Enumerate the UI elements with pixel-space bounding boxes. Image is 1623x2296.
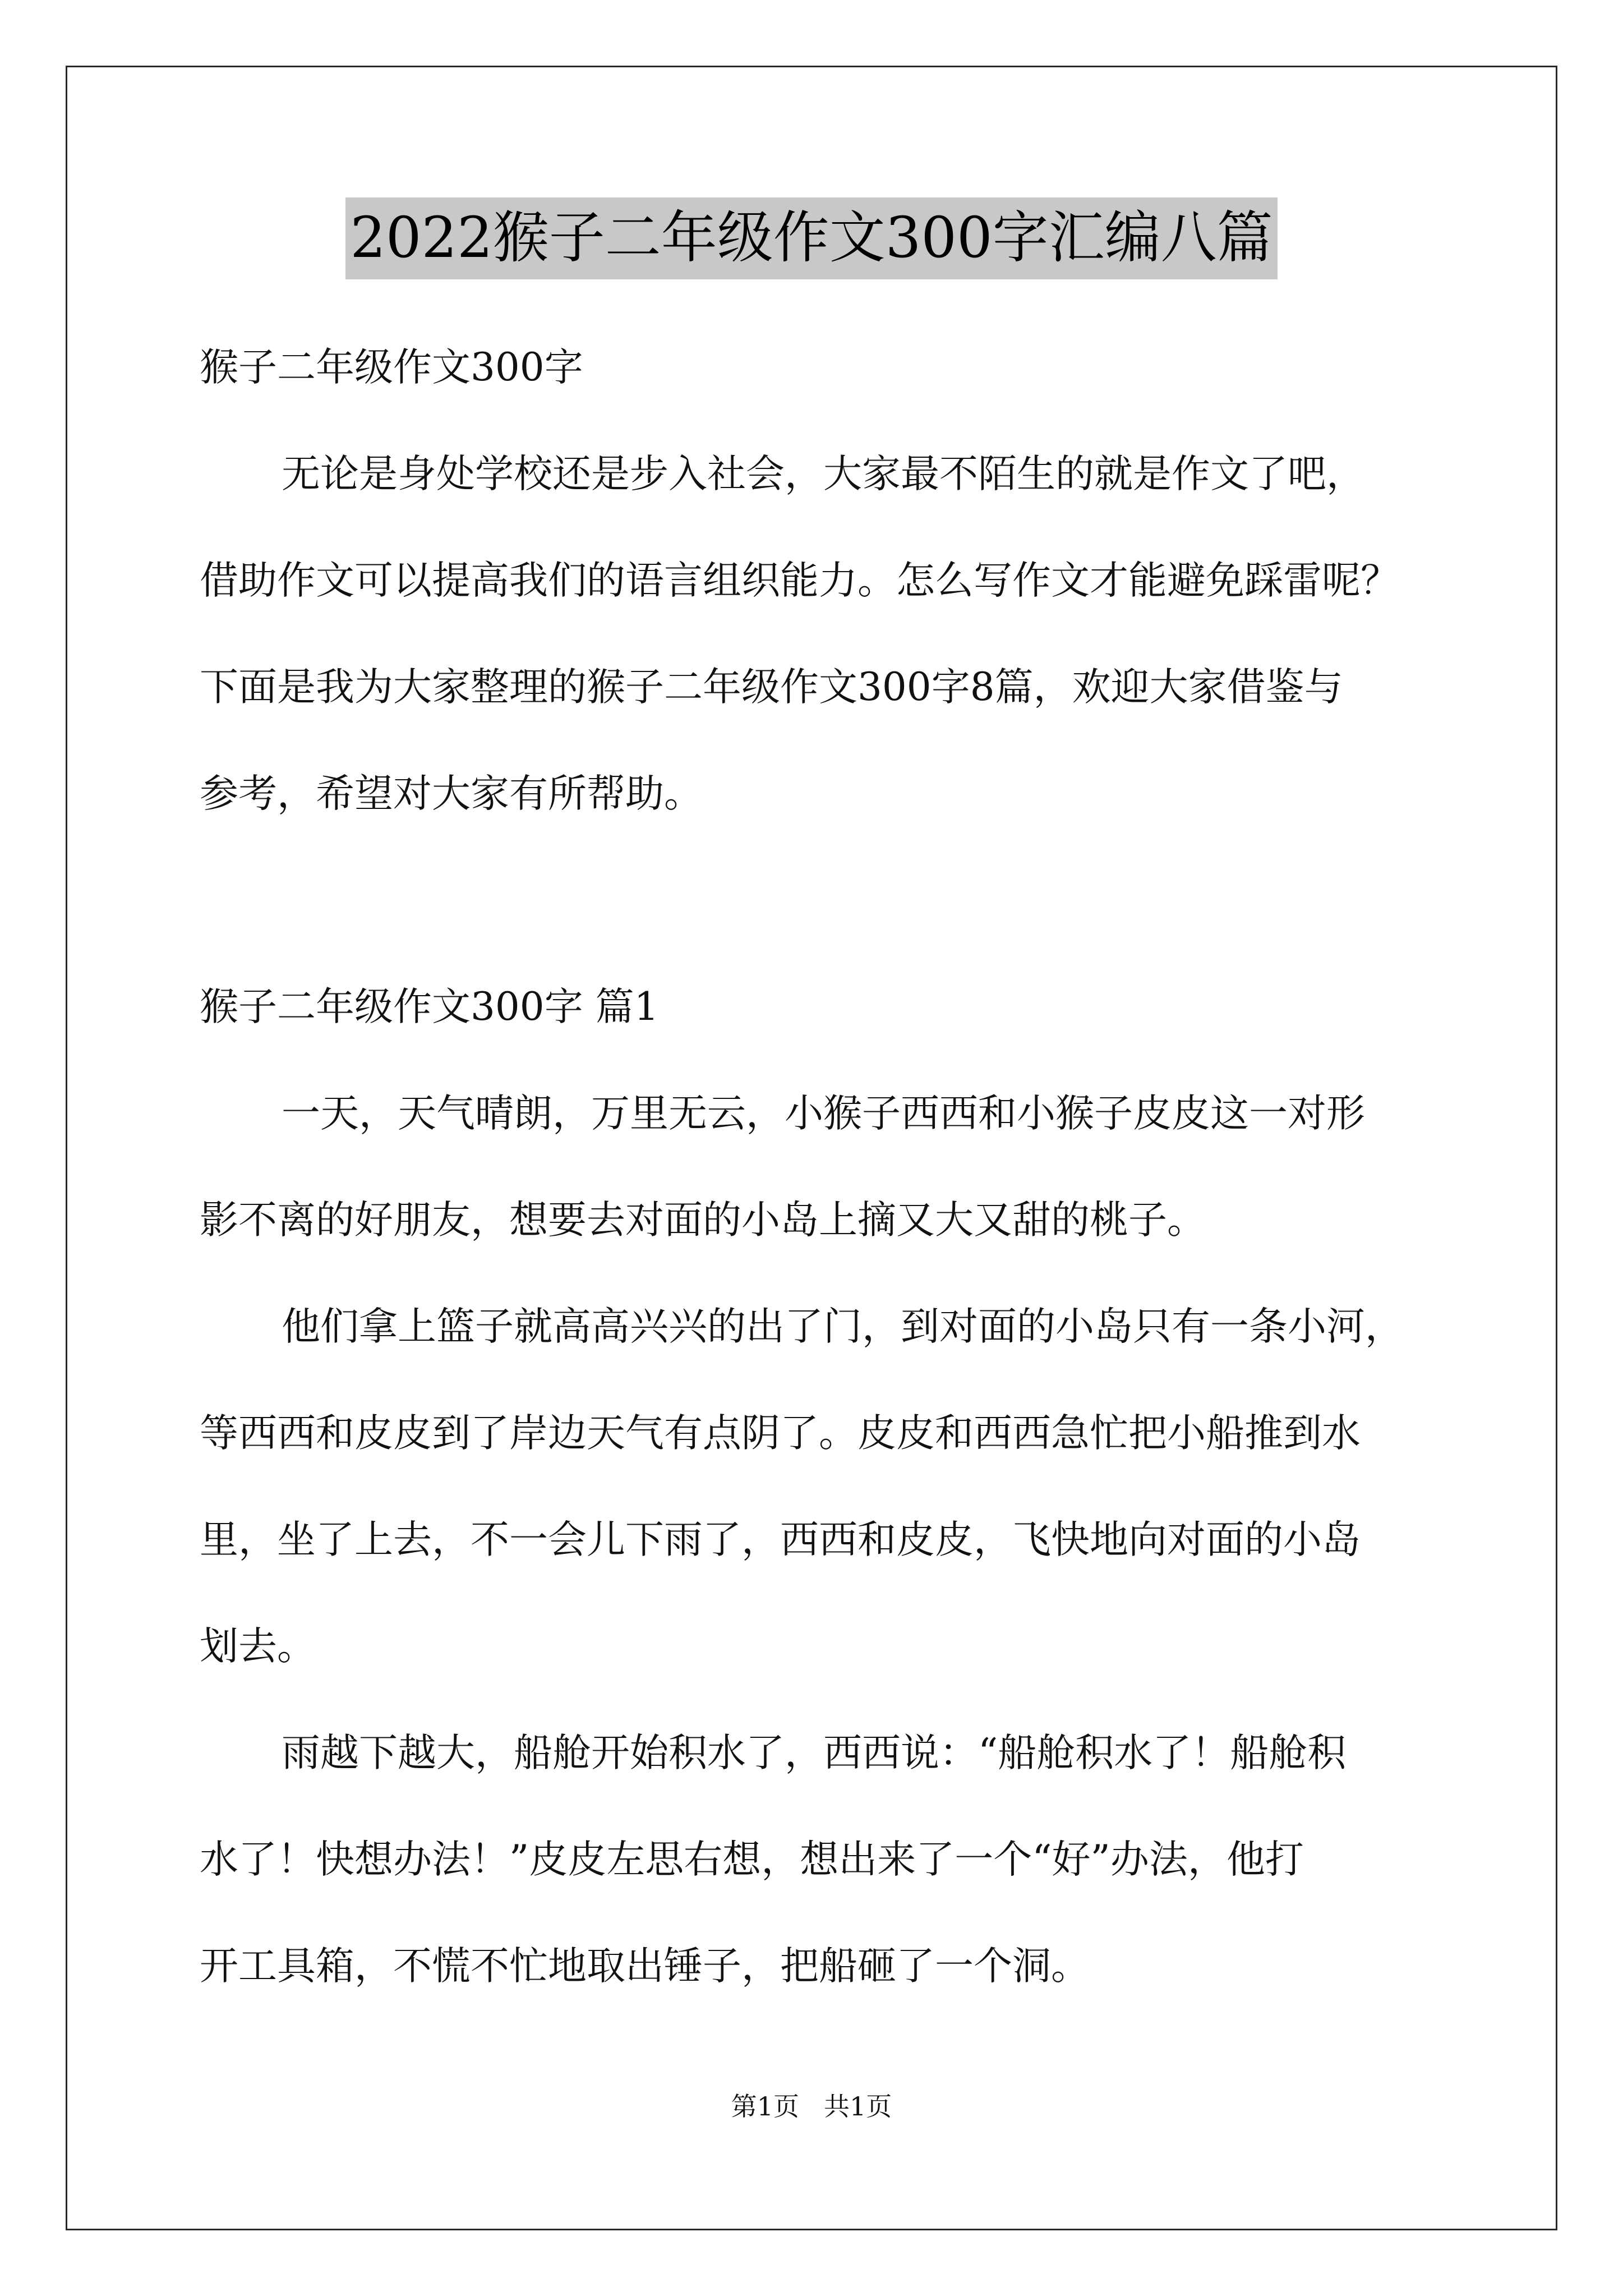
paragraph-line: 等西西和皮皮到了岸边天气有点阴了。皮皮和西西急忙把小船推到水 xyxy=(200,1411,1361,1456)
document-body xyxy=(200,314,1433,2019)
title-container xyxy=(0,197,1623,279)
paragraph-line: 开工具箱，不慌不忙地取出锤子，把船砸了一个洞。 xyxy=(200,1944,1090,1989)
paragraph-line: 他们拿上篮子就高高兴兴的出了门，到对面的小岛只有一条小河， xyxy=(282,1304,1404,1349)
paragraph-line: 划去。 xyxy=(200,1624,316,1669)
document-title: 2022猴子二年级作文300字汇编八篇 xyxy=(345,197,1277,279)
blank-line xyxy=(200,847,1433,954)
paragraph-line: 参考，希望对大家有所帮助。 xyxy=(200,771,703,816)
paragraph-line: 无论是身处学校还是步入社会，大家最不陌生的就是作文了吧， xyxy=(282,452,1365,496)
page-number: 第1页 xyxy=(731,2091,799,2122)
paragraph-line: 水了！快想办法！”皮皮左思右想，想出来了一个“好”办法，他打 xyxy=(200,1837,1304,1882)
page-footer xyxy=(0,2090,1623,2123)
page-total: 共1页 xyxy=(824,2091,892,2122)
paragraph-line: 一天，天气晴朗，万里无云，小猴子西西和小猴子皮皮这一对形 xyxy=(282,1091,1365,1136)
paragraph-line: 雨越下越大，船舱开始积水了，西西说：“船舱积水了！船舱积 xyxy=(282,1731,1347,1775)
paragraph-line: 影不离的好朋友，想要去对面的小岛上摘又大又甜的桃子。 xyxy=(200,1198,1206,1243)
paragraph-line: 借助作文可以提高我们的语言组织能力。怎么写作文才能避免踩雷呢？ xyxy=(200,558,1399,603)
section-heading: 猴子二年级作文300字 篇1 xyxy=(200,984,659,1029)
subtitle: 猴子二年级作文300字 xyxy=(200,345,583,390)
paragraph-line: 里，坐了上去，不一会儿下雨了，西西和皮皮，飞快地向对面的小岛 xyxy=(200,1517,1361,1562)
paragraph-line: 下面是我为大家整理的猴子二年级作文300字8篇，欢迎大家借鉴与 xyxy=(200,665,1343,710)
